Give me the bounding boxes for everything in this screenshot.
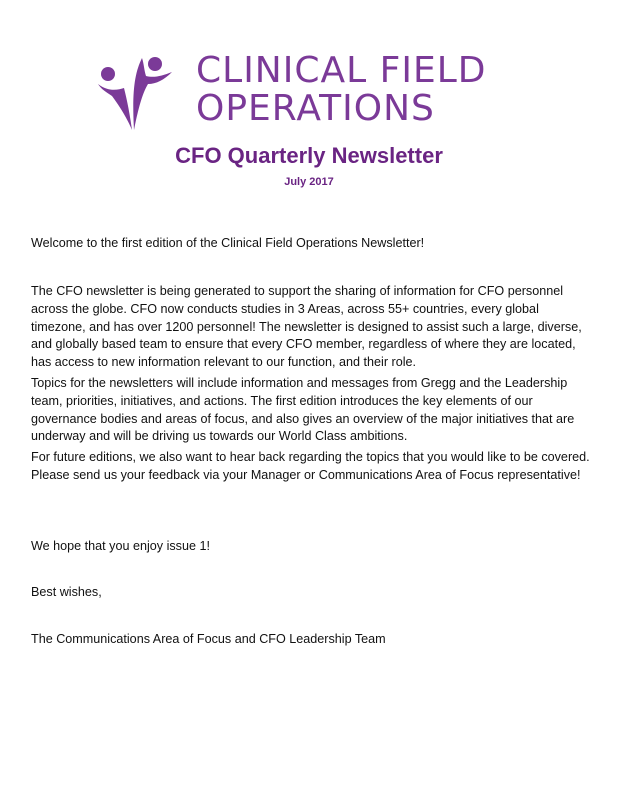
newsletter-title: CFO Quarterly Newsletter: [175, 143, 443, 168]
topics-paragraph: Topics for the newsletters will include information and messages from Gregg and the Leadership team, priorities, initiatives, and actions. The first edition introduces the key elements of our governance bodies and areas of focus, and also gives an overview of the major initiatives that are underway and will be driving us towards our World Class ambitions.: [31, 376, 575, 444]
feedback-paragraph: For future editions, we also want to hear back regarding the topics that you would like to be covered. Please send us your feedback via your Manager or Communications Area of Focus representative!: [31, 450, 590, 482]
signature: The Communications Area of Focus and CFO Leadership Team: [31, 632, 386, 646]
sign-off: Best wishes,: [31, 585, 102, 599]
logo-line-2: OPERATIONS: [196, 88, 435, 129]
intro-paragraph: The CFO newsletter is being generated to support the sharing of information for CFO personnel across the globe. CFO now conducts studies in 3 Areas, across 55+ countries, every global timezone, and has over 1200 personnel! The newsletter is designed to assist such a large, diverse, and globally based team to ensure that every CFO member, regardless of where they are located, has access to new information relevant to our function, and their role.: [31, 284, 582, 370]
newsletter-date: July 2017: [284, 176, 334, 188]
logo: [98, 52, 538, 132]
welcome-paragraph: Welcome to the first edition of the Clinical Field Operations Newsletter!: [31, 236, 425, 250]
two-figures-logo-icon: [98, 54, 176, 130]
logo-line-1: CLINICAL FIELD: [196, 50, 487, 91]
logo-wordmark: [196, 52, 486, 128]
enjoy-paragraph: We hope that you enjoy issue 1!: [31, 539, 210, 553]
